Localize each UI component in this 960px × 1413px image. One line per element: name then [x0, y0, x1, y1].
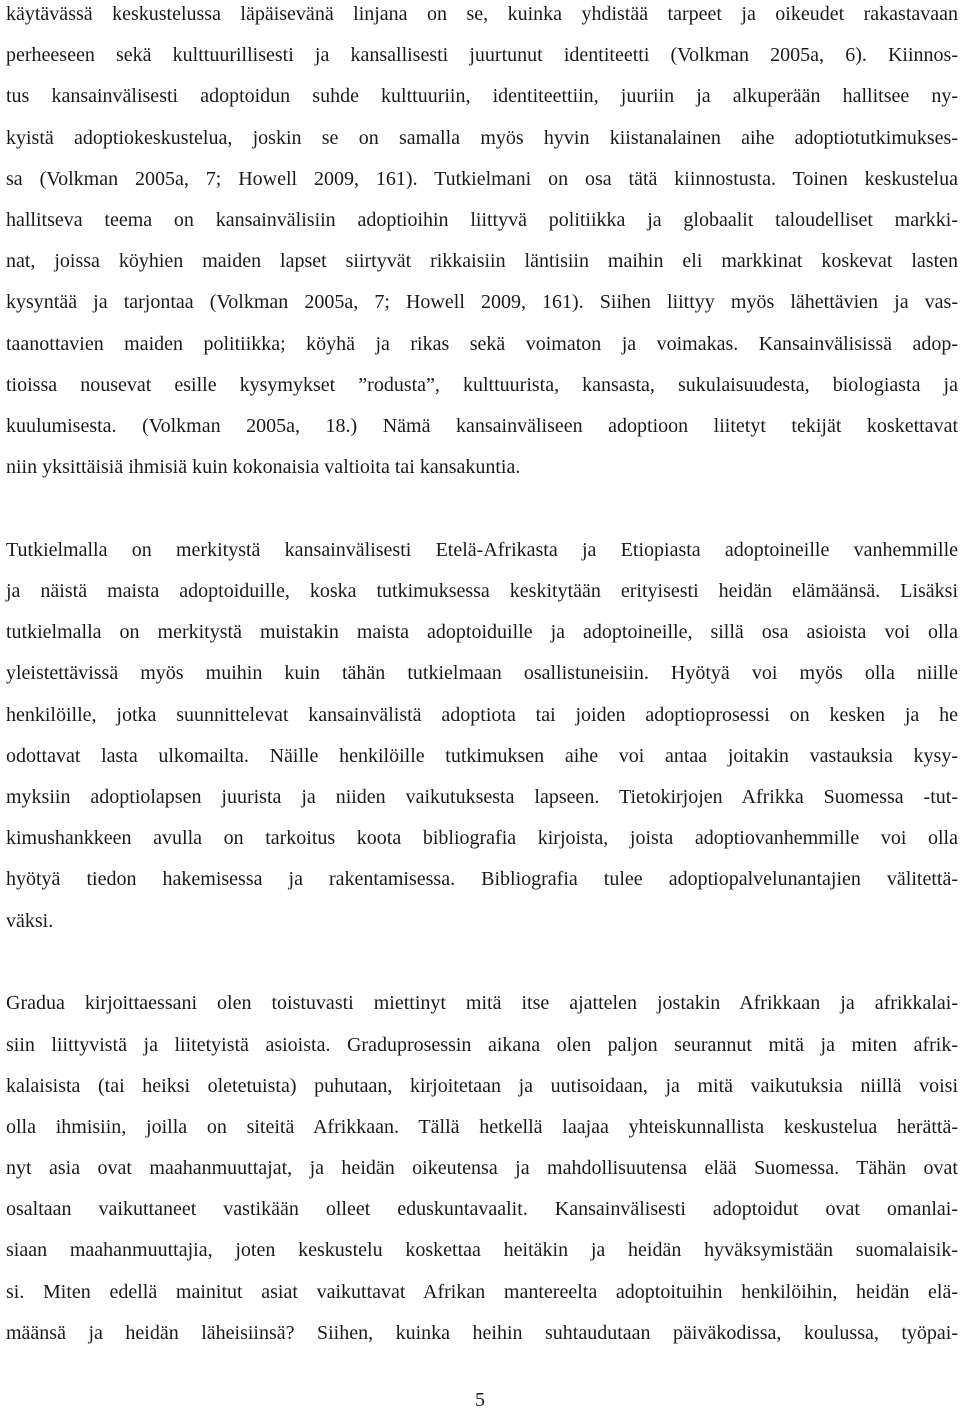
text-line: tutkielmalla on merkitystä muistakin maista adoptoiduille ja adoptoineille, sillä osa asioista voi olla	[6, 621, 958, 644]
text-line: tioissa nousevat esille kysymykset ”rodusta”, kulttuurista, kansasta, sukulaisuudesta, biologiasta ja	[6, 373, 958, 396]
text-line: Tutkielmalla on merkitystä kansainvälisesti Etelä-Afrikasta ja Etiopiasta adoptoineille vanhemmille	[6, 538, 958, 561]
text-line: olla ihmisiin, joilla on siteitä Afrikkaan. Tällä hetkellä laajaa yhteiskunnallista keskustelua herättä-	[6, 1115, 958, 1138]
page-number: 5	[475, 1389, 485, 1411]
text-line: siaan maahanmuuttajia, joten keskustelu koskettaa heitäkin ja heidän hyväksymistään suomalaisik-	[6, 1239, 958, 1262]
text-line: yleistettävissä myös muihin kuin tähän tutkielmaan osallistuneisiin. Hyötyä voi myös olla niille	[6, 662, 958, 685]
paragraph-2	[6, 540, 958, 931]
text-line: niin yksittäisiä ihmisiä kuin kokonaisia valtioita tai kansakuntia.	[6, 456, 521, 479]
text-line: hallitseva teema on kansainvälisiin adoptioihin liittyvä politiikka ja globaalit taloudelliset markki-	[6, 208, 958, 231]
text-line: ja näistä maista adoptoiduille, koska tutkimuksessa keskitytään erityisesti heidän elämäänsä. Lisäksi	[6, 580, 958, 603]
text-line: odottavat lasta ulkomailta. Näille henkilöille tutkimuksen aihe voi antaa joitakin vastauksia kysy-	[6, 744, 958, 767]
text-line: kyistä adoptiokeskustelua, joskin se on samalla myös hyvin kiistanalainen aihe adoptiotutkimukses-	[6, 126, 958, 149]
text-line: Gradua kirjoittaessani olen toistuvasti miettinyt mitä itse ajattelen jostakin Afrikkaan ja afrikkalai-	[6, 992, 958, 1015]
document-page	[6, 0, 958, 1364]
text-line: sa (Volkman 2005a, 7; Howell 2009, 161). Tutkielmani on osa tätä kiinnostusta. Toinen keskustelua	[6, 167, 958, 190]
paragraph-spacer	[6, 498, 958, 540]
text-line: tus kansainvälisesti adoptoidun suhde kulttuuriin, identiteettiin, juuriin ja alkuperään hallitsee ny-	[6, 85, 958, 108]
text-line: käytävässä keskustelussa läpäisevänä linjana on se, kuinka yhdistää tarpeet ja oikeudet rakastavaan	[6, 3, 958, 25]
text-line: hyötyä tiedon hakemisessa ja rakentamisessa. Bibliografia tulee adoptiopalvelunantajien välitettä-	[6, 868, 958, 891]
text-line: väksi.	[6, 909, 54, 932]
text-line: kalaisista (tai heiksi oletetuista) puhutaan, kirjoitetaan ja uutisoidaan, ja mitä vaikutuksia niillä voisi	[6, 1074, 958, 1097]
text-line: perheeseen sekä kulttuurillisesti ja kansallisesti juurtunut identiteetti (Volkman 2005a, 6). Kiinnos-	[6, 44, 958, 67]
text-line: kysyntää ja tarjontaa (Volkman 2005a, 7; Howell 2009, 161). Siihen liittyy myös lähettävien ja vas-	[6, 291, 958, 314]
text-line: si. Miten edellä mainitut asiat vaikuttavat Afrikan mantereelta adoptoituihin henkilöihin, heidän elä-	[6, 1280, 958, 1303]
text-line: myksiin adoptiolapsen juurista ja niiden vaikutuksesta lapseen. Tietokirjojen Afrikka Suomessa -tut-	[6, 785, 958, 808]
paragraph-1	[6, 4, 958, 477]
text-line: määnsä ja heidän läheisiinsä? Siihen, kuinka heihin suhtaudutaan päiväkodissa, koulussa, työpai-	[6, 1321, 958, 1344]
text-line: nyt asia ovat maahanmuuttajat, ja heidän oikeutensa ja mahdollisuutensa elää Suomessa. Tähän ovat	[6, 1157, 958, 1180]
text-line: kimushankkeen avulla on tarkoitus koota bibliografia kirjoista, joista adoptiovanhemmille voi olla	[6, 827, 958, 850]
text-line: kuulumisesta. (Volkman 2005a, 18.) Nämä kansainväliseen adoptioon liitetyt tekijät koskettavat	[6, 414, 958, 437]
text-line: henkilöille, jotka suunnittelevat kansainvälistä adoptiota tai joiden adoptioprosessi on kesken ja he	[6, 703, 958, 726]
paragraph-spacer	[6, 952, 958, 994]
text-line: nat, joissa köyhien maiden lapset siirtyvät rikkaisiin läntisiin maihin eli markkinat koskevat lasten	[6, 250, 958, 273]
text-line: osaltaan vaikuttaneet vastikään olleet eduskuntavaalit. Kansainvälisesti adoptoidut ovat omanlai-	[6, 1198, 958, 1221]
text-line: taanottavien maiden politiikka; köyhä ja rikas sekä voimaton ja voimakas. Kansainvälisissä adop-	[6, 332, 958, 355]
text-line: siin liittyvistä ja liitetyistä asioista. Graduprosessin aikana olen paljon seurannut mitä ja miten afrik-	[6, 1033, 958, 1056]
paragraph-3	[6, 993, 958, 1343]
